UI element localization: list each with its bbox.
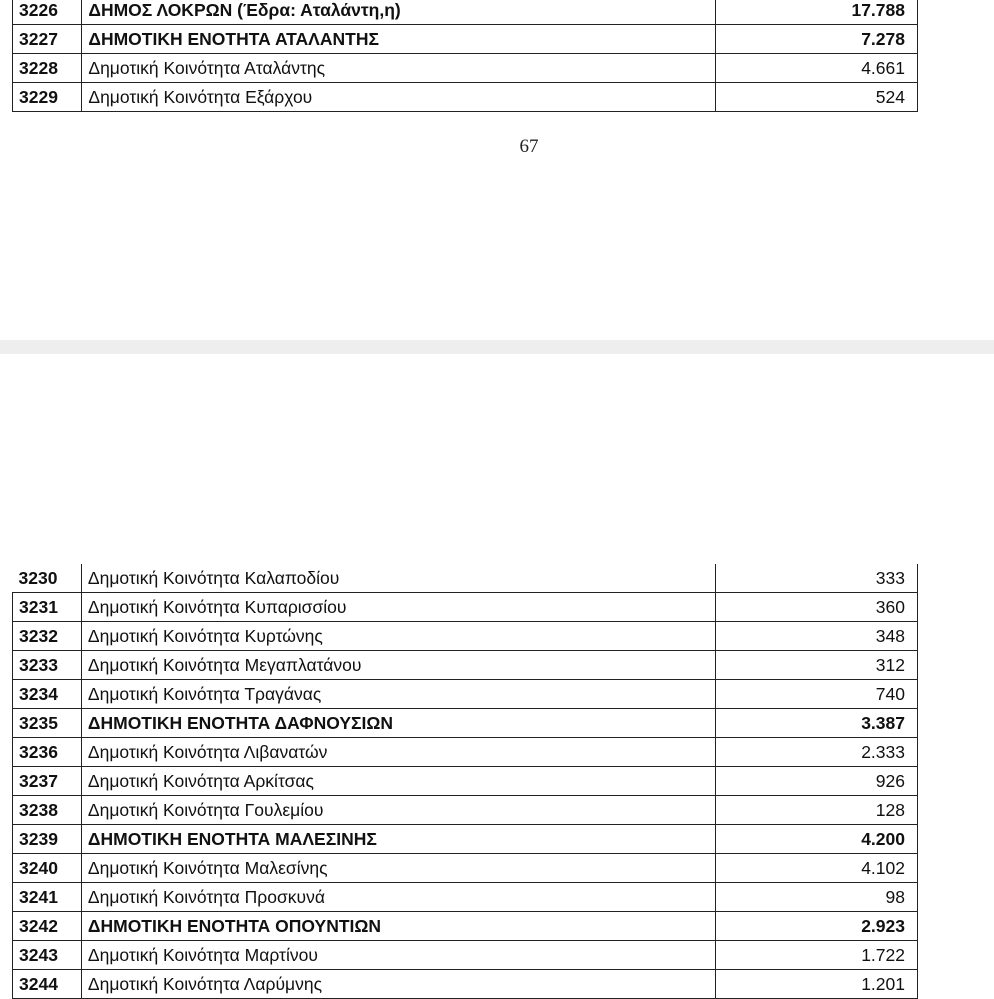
- row-name: Δημοτική Κοινότητα Αταλάντης: [82, 54, 716, 83]
- row-code: 3239: [13, 825, 82, 854]
- row-code: 3243: [13, 941, 82, 970]
- row-name: Δημοτική Κοινότητα Καλαποδίου: [81, 564, 715, 593]
- row-name: Δημοτική Κοινότητα Μαρτίνου: [81, 941, 715, 970]
- table-row: [13, 796, 918, 825]
- table-row: [13, 970, 918, 999]
- table-row: [13, 941, 918, 970]
- row-name: Δημοτική Κοινότητα Κυρτώνης: [81, 622, 715, 651]
- row-code: 3241: [13, 883, 82, 912]
- row-value: 348: [715, 622, 917, 651]
- table-row: [13, 854, 918, 883]
- row-name: Δημοτική Κοινότητα Λαρύμνης: [81, 970, 715, 999]
- population-table-bottom: [12, 564, 918, 999]
- row-value: 2.333: [715, 738, 917, 767]
- row-name: Δημοτική Κοινότητα Τραγάνας: [81, 680, 715, 709]
- table-row: [13, 0, 918, 25]
- row-code: 3230: [13, 564, 82, 593]
- row-code: 3236: [13, 738, 82, 767]
- row-code: 3242: [13, 912, 82, 941]
- document-page-top: [0, 0, 994, 340]
- table-row: [13, 564, 918, 593]
- row-code: 3244: [13, 970, 82, 999]
- row-value: 7.278: [715, 25, 917, 54]
- table-row: [13, 825, 918, 854]
- page-number: 67: [519, 136, 539, 157]
- table-row: [13, 738, 918, 767]
- row-name: Δημοτική Κοινότητα Προσκυνά: [81, 883, 715, 912]
- row-code: 3228: [13, 54, 82, 83]
- row-code: 3229: [13, 83, 82, 112]
- row-name: Δημοτική Κοινότητα Γουλεμίου: [81, 796, 715, 825]
- row-value: 128: [715, 796, 917, 825]
- row-code: 3238: [13, 796, 82, 825]
- row-code: 3227: [13, 25, 82, 54]
- row-name: Δημοτική Κοινότητα Αρκίτσας: [81, 767, 715, 796]
- row-value: 333: [715, 564, 917, 593]
- population-table-top: [12, 0, 918, 112]
- row-code: 3232: [13, 622, 82, 651]
- table-row: [13, 912, 918, 941]
- row-code: 3235: [13, 709, 82, 738]
- row-value: 4.200: [715, 825, 917, 854]
- row-value: 2.923: [715, 912, 917, 941]
- row-name: ΔΗΜΟΣ ΛΟΚΡΩΝ (Έδρα: Αταλάντη,η): [82, 0, 716, 25]
- row-name: ΔΗΜΟΤΙΚΗ ΕΝΟΤΗΤΑ ΑΤΑΛΑΝΤΗΣ: [82, 25, 716, 54]
- table-row: [13, 651, 918, 680]
- row-value: 926: [715, 767, 917, 796]
- table-row: [13, 593, 918, 622]
- row-value: 17.788: [715, 0, 917, 25]
- row-code: 3240: [13, 854, 82, 883]
- table-row: [13, 25, 918, 54]
- table-row: [13, 622, 918, 651]
- table-row: [13, 83, 918, 112]
- row-name: ΔΗΜΟΤΙΚΗ ΕΝΟΤΗΤΑ ΔΑΦΝΟΥΣΙΩΝ: [81, 709, 715, 738]
- table-row: [13, 709, 918, 738]
- row-value: 98: [715, 883, 917, 912]
- row-value: 312: [715, 651, 917, 680]
- row-value: 524: [715, 83, 917, 112]
- row-name: ΔΗΜΟΤΙΚΗ ΕΝΟΤΗΤΑ ΟΠΟΥΝΤΙΩΝ: [81, 912, 715, 941]
- row-value: 4.102: [715, 854, 917, 883]
- table-row: [13, 883, 918, 912]
- row-code: 3226: [13, 0, 82, 25]
- row-name: Δημοτική Κοινότητα Μεγαπλατάνου: [81, 651, 715, 680]
- table-row: [13, 54, 918, 83]
- row-name: ΔΗΜΟΤΙΚΗ ΕΝΟΤΗΤΑ ΜΑΛΕΣΙΝΗΣ: [81, 825, 715, 854]
- table-row: [13, 680, 918, 709]
- row-value: 1.201: [715, 970, 917, 999]
- page-separator: [0, 340, 994, 354]
- row-code: 3234: [13, 680, 82, 709]
- table-row: [13, 767, 918, 796]
- row-name: Δημοτική Κοινότητα Κυπαρισσίου: [81, 593, 715, 622]
- row-code: 3231: [13, 593, 82, 622]
- row-code: 3237: [13, 767, 82, 796]
- row-name: Δημοτική Κοινότητα Λιβανατών: [81, 738, 715, 767]
- row-value: 360: [715, 593, 917, 622]
- row-name: Δημοτική Κοινότητα Μαλεσίνης: [81, 854, 715, 883]
- row-code: 3233: [13, 651, 82, 680]
- row-value: 4.661: [715, 54, 917, 83]
- row-name: Δημοτική Κοινότητα Εξάρχου: [82, 83, 716, 112]
- row-value: 3.387: [715, 709, 917, 738]
- row-value: 740: [715, 680, 917, 709]
- row-value: 1.722: [715, 941, 917, 970]
